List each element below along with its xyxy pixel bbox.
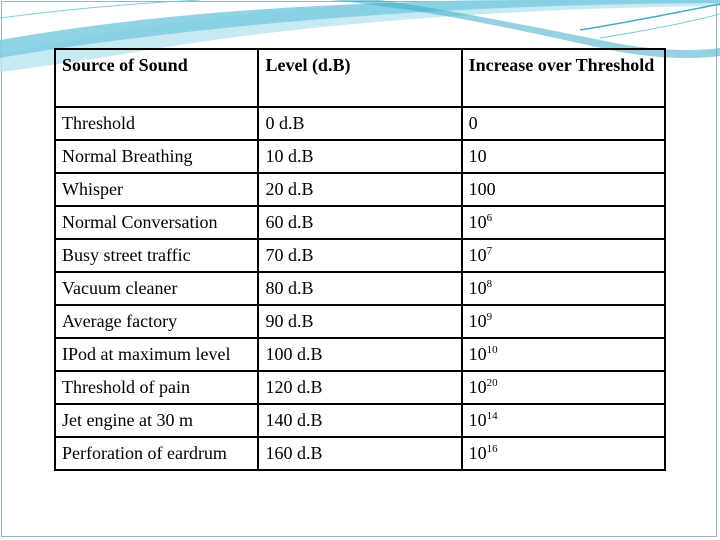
increase-exponent: 16 — [486, 443, 498, 455]
increase-cell — [462, 404, 665, 437]
source-cell: Perforation of eardrum — [55, 437, 258, 470]
increase-cell — [462, 140, 665, 173]
increase-exponent: 6 — [486, 212, 493, 224]
increase-exponent: 20 — [486, 377, 498, 389]
source-cell: IPod at maximum level — [55, 338, 258, 371]
increase-cell — [462, 107, 665, 140]
increase-exponent: 14 — [486, 410, 498, 422]
increase-base: 10 — [468, 410, 487, 430]
header-source: Source of Sound — [55, 49, 258, 107]
increase-base: 10 — [468, 344, 487, 364]
increase-base: 10 — [468, 443, 487, 463]
increase-base: 10 — [468, 311, 487, 331]
table-row — [55, 239, 665, 272]
table-row — [55, 305, 665, 338]
source-cell: Threshold of pain — [55, 371, 258, 404]
source-cell: Jet engine at 30 m — [55, 404, 258, 437]
table-body — [55, 107, 665, 470]
table-row — [55, 338, 665, 371]
table-row — [55, 140, 665, 173]
increase-base: 0 — [468, 113, 478, 133]
source-cell: Average factory — [55, 305, 258, 338]
header-increase: Increase over Threshold — [462, 49, 665, 107]
source-cell: Whisper — [55, 173, 258, 206]
increase-exponent: 7 — [486, 245, 493, 257]
increase-base: 100 — [468, 179, 496, 199]
increase-cell — [462, 371, 665, 404]
increase-cell — [462, 272, 665, 305]
table-row — [55, 404, 665, 437]
table-row — [55, 206, 665, 239]
level-cell: 160 d.B — [258, 437, 461, 470]
source-cell: Threshold — [55, 107, 258, 140]
source-cell: Busy street traffic — [55, 239, 258, 272]
source-cell: Vacuum cleaner — [55, 272, 258, 305]
source-cell: Normal Breathing — [55, 140, 258, 173]
increase-base: 10 — [468, 377, 487, 397]
increase-base: 10 — [468, 212, 487, 232]
table-row — [55, 371, 665, 404]
level-cell: 20 d.B — [258, 173, 461, 206]
header-level: Level (d.B) — [258, 49, 461, 107]
increase-exponent: 10 — [486, 344, 498, 356]
source-cell: Normal Conversation — [55, 206, 258, 239]
increase-cell — [462, 206, 665, 239]
level-cell: 100 d.B — [258, 338, 461, 371]
increase-base: 10 — [468, 278, 487, 298]
level-cell: 120 d.B — [258, 371, 461, 404]
increase-exponent: 9 — [486, 311, 493, 323]
table-row — [55, 173, 665, 206]
level-cell: 70 d.B — [258, 239, 461, 272]
table-header-row — [55, 49, 665, 107]
increase-cell — [462, 173, 665, 206]
level-cell: 10 d.B — [258, 140, 461, 173]
level-cell: 140 d.B — [258, 404, 461, 437]
increase-cell — [462, 338, 665, 371]
table-row — [55, 107, 665, 140]
increase-cell — [462, 239, 665, 272]
level-cell: 80 d.B — [258, 272, 461, 305]
table-row — [55, 437, 665, 470]
sound-levels-table — [54, 48, 666, 471]
increase-exponent: 8 — [486, 278, 493, 290]
increase-cell — [462, 305, 665, 338]
increase-base: 10 — [468, 245, 487, 265]
increase-base: 10 — [468, 146, 487, 166]
table-row — [55, 272, 665, 305]
increase-cell — [462, 437, 665, 470]
level-cell: 60 d.B — [258, 206, 461, 239]
level-cell: 90 d.B — [258, 305, 461, 338]
level-cell: 0 d.B — [258, 107, 461, 140]
